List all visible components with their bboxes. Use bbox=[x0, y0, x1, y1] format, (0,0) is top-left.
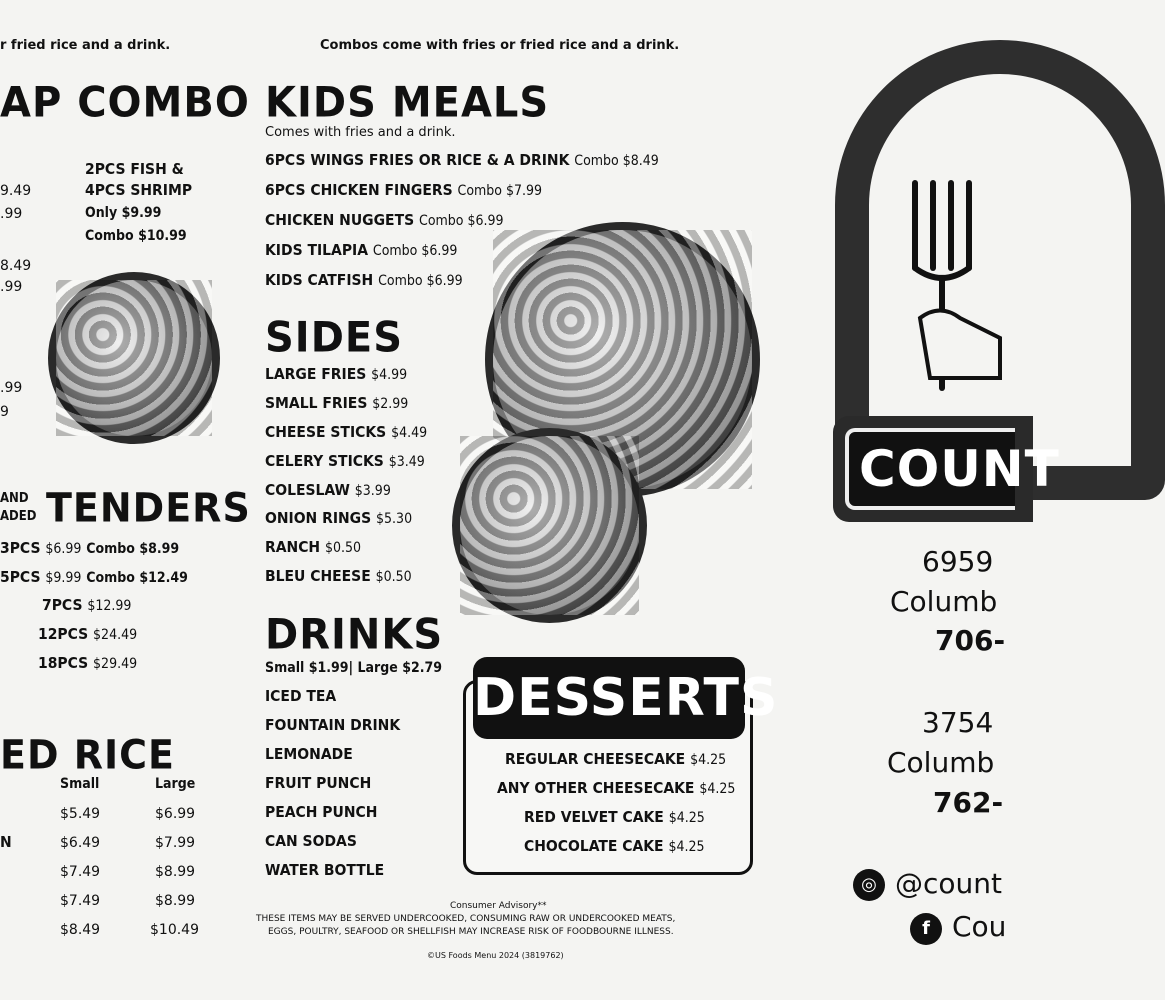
kids-meals-note: Comes with fries and a drink. bbox=[265, 125, 456, 140]
left-top-note: r fried rice and a drink. bbox=[0, 38, 171, 53]
kids-item bbox=[265, 243, 457, 259]
kids-item bbox=[265, 183, 542, 199]
side-item-price: $5.30 bbox=[376, 511, 413, 527]
dessert-item bbox=[505, 752, 726, 768]
food-photo-fries bbox=[452, 428, 647, 623]
kids-meals-heading: KIDS MEALS bbox=[265, 78, 550, 128]
side-item-name: RANCH bbox=[265, 538, 321, 556]
partial-price: .99 bbox=[0, 380, 23, 396]
advisory-title: Consumer Advisory** bbox=[450, 901, 547, 911]
tenders-row-name: 12PCS bbox=[38, 625, 89, 643]
fried-rice-row-large: $10.49 bbox=[150, 922, 199, 938]
logo-text: COUNT bbox=[845, 428, 1015, 510]
side-item-name: LARGE FRIES bbox=[265, 365, 367, 383]
kids-item-price: Combo $7.99 bbox=[457, 183, 543, 199]
dessert-item-price: $4.25 bbox=[668, 810, 705, 826]
partial-price: 9 bbox=[0, 404, 9, 420]
kids-item bbox=[265, 273, 463, 289]
kids-item-name: CHICKEN NUGGETS bbox=[265, 211, 415, 229]
instagram-icon: ◎ bbox=[853, 869, 885, 901]
tenders-prefix-1: AND bbox=[0, 491, 29, 506]
fish-shrimp-title-2: 4PCS SHRIMP bbox=[85, 181, 193, 199]
tenders-row bbox=[38, 656, 137, 672]
drink-item: LEMONADE bbox=[265, 745, 353, 763]
phone-2[interactable]: 762- bbox=[933, 786, 1004, 819]
kids-item-price: Combo $6.99 bbox=[378, 273, 463, 289]
side-item-name: COLESLAW bbox=[265, 481, 350, 499]
facebook-handle[interactable]: Cou bbox=[952, 910, 1007, 943]
fried-rice-heading: ED RICE bbox=[0, 731, 175, 779]
tenders-row-price: $12.99 bbox=[87, 598, 132, 614]
facebook-icon: f bbox=[910, 913, 942, 945]
kids-item-name: KIDS CATFISH bbox=[265, 271, 374, 289]
side-item-name: CELERY STICKS bbox=[265, 452, 384, 470]
side-item-price: $4.99 bbox=[371, 367, 408, 383]
kids-item-price: Combo $6.99 bbox=[419, 213, 504, 229]
tenders-prefix-2: ADED bbox=[0, 509, 37, 524]
side-item-price: $0.50 bbox=[375, 569, 412, 585]
side-item-name: BLEU CHEESE bbox=[265, 567, 371, 585]
fried-rice-row-small: $8.49 bbox=[60, 922, 101, 938]
side-item bbox=[265, 540, 361, 556]
phone-1[interactable]: 706- bbox=[935, 624, 1006, 657]
fried-rice-large-header: Large bbox=[155, 776, 196, 792]
tenders-row bbox=[38, 627, 137, 643]
desserts-heading: DESSERTS bbox=[473, 657, 745, 739]
dessert-item-name: ANY OTHER CHEESECAKE bbox=[497, 779, 695, 797]
combos-note: Combos come with fries or fried rice and a drink. bbox=[320, 38, 680, 53]
tenders-row-name: 3PCS bbox=[0, 539, 41, 557]
fried-rice-row-small: $7.49 bbox=[60, 893, 101, 909]
tenders-row bbox=[42, 598, 131, 614]
drink-item: CAN SODAS bbox=[265, 832, 357, 850]
dessert-item-price: $4.25 bbox=[668, 839, 705, 855]
side-item bbox=[265, 483, 391, 499]
tenders-heading: TENDERS bbox=[46, 484, 251, 532]
side-item-name: SMALL FRIES bbox=[265, 394, 368, 412]
drink-item: PEACH PUNCH bbox=[265, 803, 378, 821]
tenders-row-name: 18PCS bbox=[38, 654, 89, 672]
drink-item: WATER BOTTLE bbox=[265, 861, 385, 879]
fried-rice-row-name: N bbox=[0, 833, 12, 851]
kids-item-name: 6PCS WINGS FRIES OR RICE & A DRINK bbox=[265, 151, 570, 169]
side-item bbox=[265, 425, 427, 441]
kids-item bbox=[265, 213, 504, 229]
kids-item bbox=[265, 153, 659, 169]
fried-rice-row-large: $7.99 bbox=[155, 835, 196, 851]
dessert-item-price: $4.25 bbox=[699, 781, 736, 797]
tenders-row bbox=[0, 541, 179, 557]
tenders-row-combo: Combo $8.99 bbox=[86, 541, 180, 557]
side-item-name: ONION RINGS bbox=[265, 509, 372, 527]
kids-item-price: Combo $8.49 bbox=[574, 153, 659, 169]
address-1-line-1: 6959 bbox=[922, 545, 994, 578]
fish-shrimp-only-price: Only $9.99 bbox=[85, 205, 162, 221]
side-item-price: $3.49 bbox=[388, 454, 425, 470]
fried-rice-row-small: $7.49 bbox=[60, 864, 101, 880]
side-item bbox=[265, 511, 412, 527]
drink-item: ICED TEA bbox=[265, 687, 337, 705]
side-item bbox=[265, 396, 408, 412]
dessert-item-price: $4.25 bbox=[690, 752, 727, 768]
tenders-row-price: $6.99 bbox=[45, 541, 82, 557]
side-item bbox=[265, 367, 407, 383]
fried-rice-row-small: $6.49 bbox=[60, 835, 101, 851]
side-item-price: $0.50 bbox=[324, 540, 362, 556]
tenders-row-price: $9.99 bbox=[45, 570, 82, 586]
kids-item-name: 6PCS CHICKEN FINGERS bbox=[265, 181, 453, 199]
advisory-line-1: THESE ITEMS MAY BE SERVED UNDERCOOKED, CONSUMING RAW OR UNDERCOOKED MEATS, bbox=[256, 914, 676, 924]
address-2-line-2: Columb bbox=[887, 746, 995, 779]
pitchfork-icon bbox=[905, 178, 1000, 388]
tenders-row-name: 5PCS bbox=[0, 568, 41, 586]
drinks-heading: DRINKS bbox=[265, 610, 444, 660]
dessert-item-name: RED VELVET CAKE bbox=[524, 808, 664, 826]
kids-item-price: Combo $6.99 bbox=[372, 243, 458, 259]
partial-price: 8.49 bbox=[0, 258, 32, 274]
tenders-row-price: $24.49 bbox=[93, 627, 138, 643]
address-1-line-2: Columb bbox=[890, 585, 998, 618]
footer-code: ©US Foods Menu 2024 (3819762) bbox=[427, 951, 564, 960]
dessert-item-name: CHOCOLATE CAKE bbox=[524, 837, 664, 855]
advisory-line-2: EGGS, POULTRY, SEAFOOD OR SHELLFISH MAY INCREASE RISK OF FOODBOURNE ILLNESS. bbox=[268, 927, 674, 937]
fried-rice-row-large: $6.99 bbox=[155, 806, 196, 822]
instagram-handle[interactable]: @count bbox=[895, 867, 1002, 900]
dessert-item bbox=[524, 810, 705, 826]
side-item-price: $3.99 bbox=[354, 483, 391, 499]
drink-item: FRUIT PUNCH bbox=[265, 774, 372, 792]
dessert-item bbox=[524, 839, 704, 855]
tenders-row-name: 7PCS bbox=[42, 596, 83, 614]
fried-rice-row-large: $8.99 bbox=[155, 864, 196, 880]
side-item-name: CHEESE STICKS bbox=[265, 423, 387, 441]
fried-rice-row-large: $8.99 bbox=[155, 893, 196, 909]
side-item-price: $2.99 bbox=[372, 396, 409, 412]
drink-item: FOUNTAIN DRINK bbox=[265, 716, 401, 734]
side-item-price: $4.49 bbox=[391, 425, 428, 441]
sides-heading: SIDES bbox=[265, 313, 404, 363]
side-item bbox=[265, 569, 412, 585]
fish-shrimp-title-1: 2PCS FISH & bbox=[85, 160, 184, 178]
partial-price: .99 bbox=[0, 206, 23, 222]
address-2-line-1: 3754 bbox=[922, 706, 994, 739]
shrimp-combo-heading: AP COMBO bbox=[0, 78, 250, 128]
partial-price: 9.49 bbox=[0, 183, 32, 199]
fried-rice-small-header: Small bbox=[60, 776, 100, 792]
tenders-row bbox=[0, 570, 188, 586]
fish-shrimp-combo-price: Combo $10.99 bbox=[85, 228, 187, 244]
kids-item-name: KIDS TILAPIA bbox=[265, 241, 369, 259]
tenders-row-combo: Combo $12.49 bbox=[86, 570, 188, 586]
dessert-item bbox=[497, 781, 735, 797]
food-photo-salad bbox=[48, 272, 220, 444]
dessert-item-name: REGULAR CHEESECAKE bbox=[505, 750, 686, 768]
drinks-size-prices: Small $1.99| Large $2.79 bbox=[265, 660, 443, 676]
tenders-row-price: $29.49 bbox=[93, 656, 138, 672]
side-item bbox=[265, 454, 425, 470]
partial-price: .99 bbox=[0, 279, 23, 295]
fried-rice-row-small: $5.49 bbox=[60, 806, 101, 822]
